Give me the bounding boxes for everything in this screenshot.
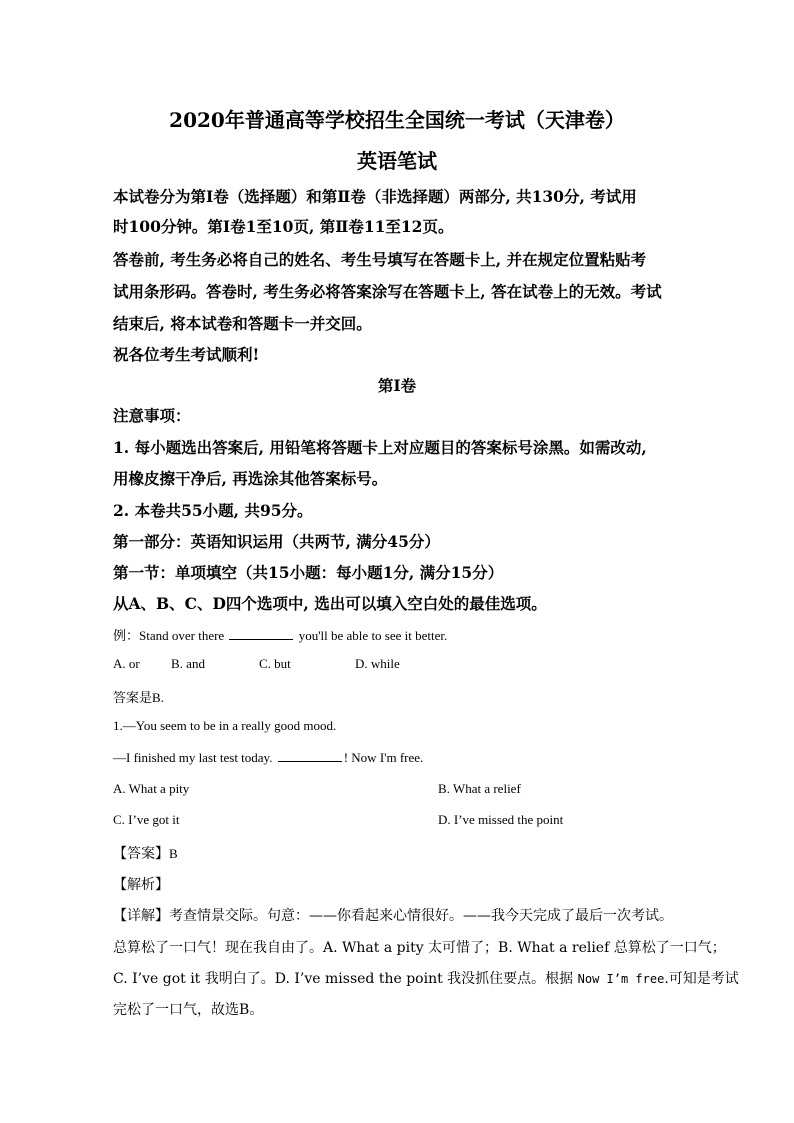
intro-line: 试用条形码。答卷时, 考生务必将答案涂写在答题卡上, 答在试卷上的无效。考试 bbox=[113, 282, 662, 301]
analysis-label: 【解析】 bbox=[113, 877, 169, 893]
detail-line: 完松了一口气，故选B。 bbox=[113, 1002, 264, 1018]
example-option: C. but bbox=[259, 656, 291, 671]
notes-line: 2. 本卷共55小题, 共95分。 bbox=[113, 501, 313, 520]
instructions: 从A、B、C、D四个选项中, 选出可以填入空白处的最佳选项。 bbox=[113, 594, 547, 613]
intro-line: 答卷前, 考生务必将自己的姓名、考生号填写在答题卡上, 并在规定位置粘贴考 bbox=[113, 250, 647, 269]
question-line bbox=[113, 749, 423, 766]
question-option: B. What a relief bbox=[438, 781, 521, 796]
question-option: A. What a pity bbox=[113, 781, 190, 796]
answer-line bbox=[113, 843, 178, 863]
answer-blank bbox=[229, 627, 293, 640]
intro-line: 时100分钟。第Ⅰ卷1至10页, 第Ⅱ卷11至12页。 bbox=[113, 217, 454, 236]
answer-blank bbox=[278, 749, 342, 762]
question-option: C. I’ve got it bbox=[113, 812, 180, 827]
detail-text: .可知是考试 bbox=[664, 971, 739, 987]
detail-text: C. I’ve got it 我明白了。D. I’ve missed the point 我没抓住要点。根据 bbox=[113, 971, 574, 987]
question-option: D. I’ve missed the point bbox=[438, 812, 564, 827]
question-prefix: —I finished my last test today. bbox=[113, 750, 273, 765]
detail-line: 总算松了一口气！现在我自由了。A. What a pity 太可惜了；B. What a relief 总算松了一口气； bbox=[113, 940, 726, 956]
intro-line: 结束后, 将本试卷和答题卡一并交回。 bbox=[113, 314, 372, 333]
section-title: 第Ⅰ卷 bbox=[377, 376, 417, 395]
answer-label: 【答案】 bbox=[113, 846, 169, 862]
notes-line: 1. 每小题选出答案后, 用铅笔将答题卡上对应题目的答案标号涂黑。如需改动, bbox=[113, 438, 647, 457]
detail-line bbox=[113, 968, 739, 988]
example-option: B. and bbox=[171, 656, 205, 671]
example-answer: 答案是B. bbox=[113, 690, 164, 705]
example-suffix: you'll be able to see it better. bbox=[298, 628, 448, 643]
example-option: A. or bbox=[113, 656, 140, 671]
detail-quote: Now I’m free bbox=[577, 972, 665, 986]
question-line: 1.—You seem to be in a really good mood. bbox=[113, 718, 337, 733]
page-subtitle: 英语笔试 bbox=[357, 149, 437, 173]
answer-value: B bbox=[169, 846, 178, 861]
notes-line: 用橡皮擦干净后, 再选涂其他答案标号。 bbox=[113, 469, 388, 488]
intro-line: 祝各位考生考试顺利! bbox=[113, 345, 260, 364]
notes-heading: 注意事项： bbox=[113, 406, 191, 425]
detail-line: 【详解】考查情景交际。句意：——你看起来心情很好。——我今天完成了最后一次考试。 bbox=[113, 908, 673, 924]
example-prefix: 例：Stand over there bbox=[113, 628, 225, 643]
part-heading: 第一部分：英语知识运用（共两节, 满分45分） bbox=[113, 532, 440, 551]
question-suffix: ! Now I'm free. bbox=[343, 750, 424, 765]
section-heading: 第一节：单项填空（共15小题：每小题1分, 满分15分） bbox=[113, 563, 504, 582]
intro-line: 本试卷分为第Ⅰ卷（选择题）和第Ⅱ卷（非选择题）两部分, 共130分, 考试用 bbox=[113, 187, 637, 206]
example-question bbox=[113, 625, 447, 644]
page-title: 2020年普通高等学校招生全国统一考试（天津卷） bbox=[169, 108, 625, 132]
example-option: D. while bbox=[355, 656, 400, 671]
